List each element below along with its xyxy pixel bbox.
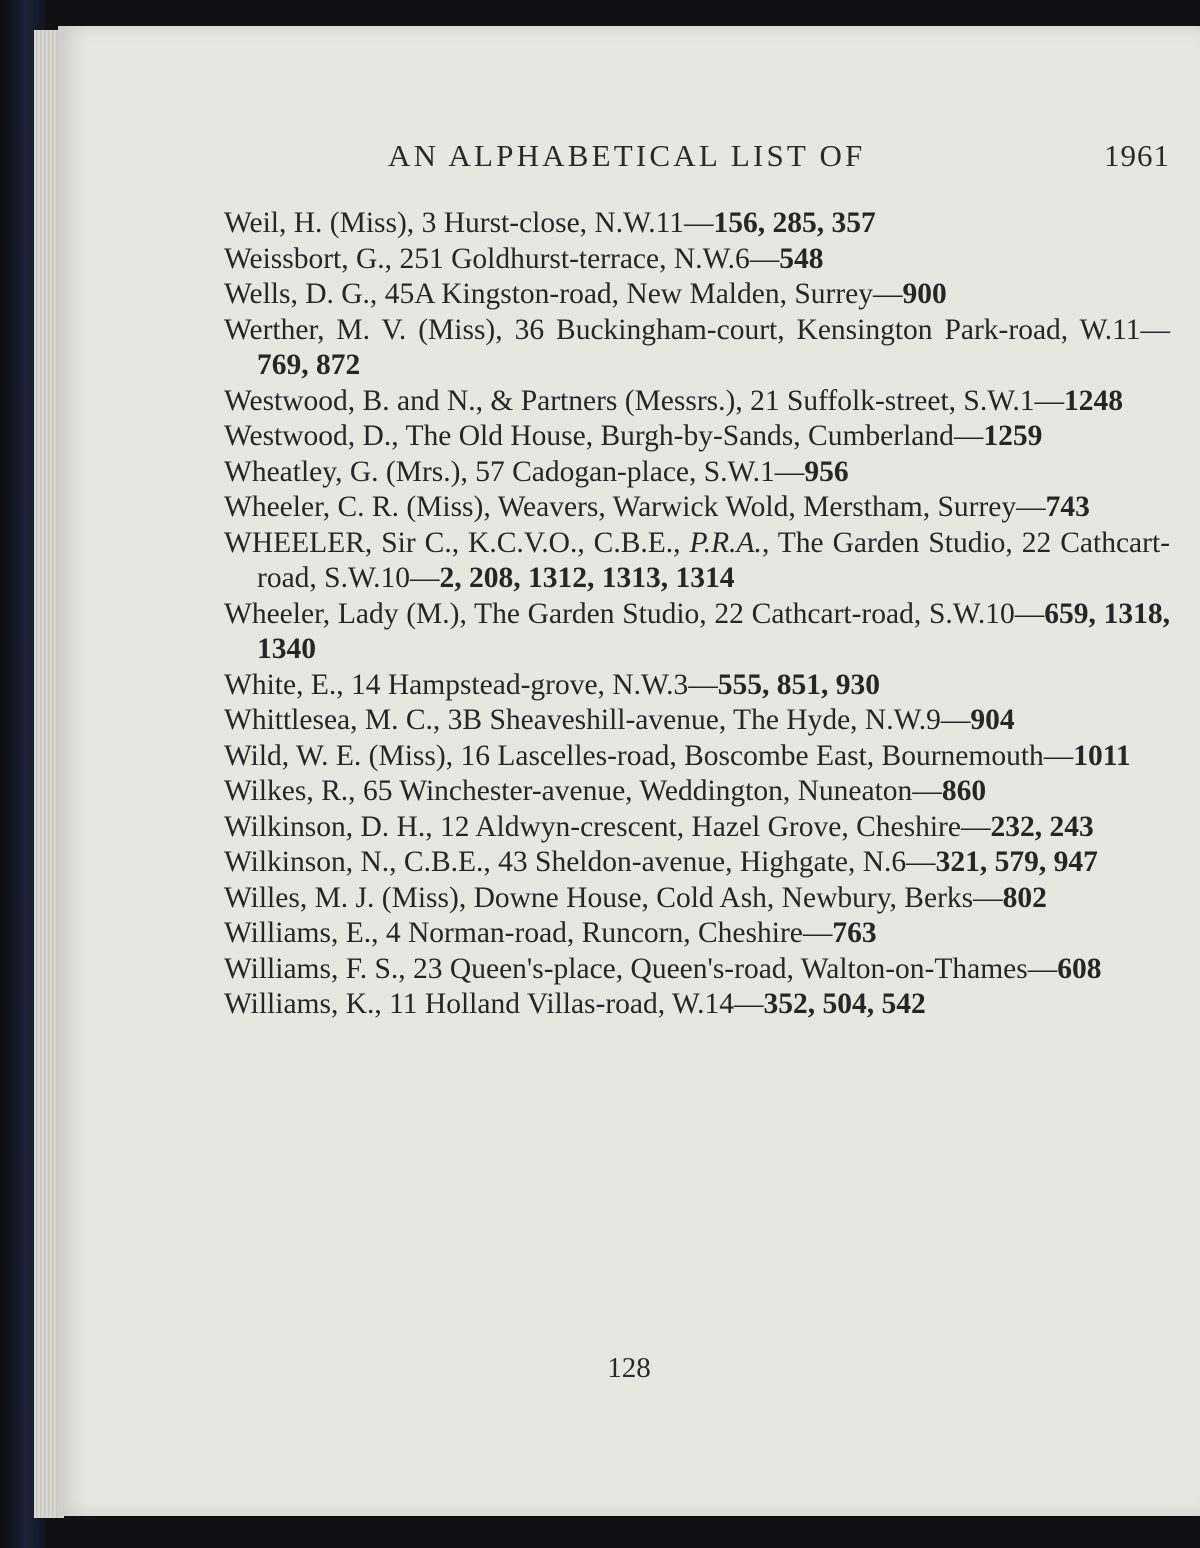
entry-numbers: 156, 285, 357	[713, 207, 876, 239]
running-header	[388, 138, 1170, 188]
entry-name: WHEELER, Sir C., K.C.V.O., C.B.E.,	[224, 526, 681, 559]
entry-address: 3B Sheaveshill-avenue, The Hyde, N.W.9—	[440, 704, 971, 736]
entry-numbers: 1248	[1063, 384, 1123, 417]
list-entry	[224, 277, 1170, 313]
entry-numbers: 1259	[983, 420, 1043, 452]
list-entry	[224, 242, 1170, 278]
entry-name: Whittlesea, M. C.,	[224, 704, 441, 736]
list-entry	[224, 952, 1170, 988]
entry-name: Wheatley, G. (Mrs.),	[224, 455, 468, 488]
list-entry	[224, 597, 1170, 668]
page-number: 128	[607, 1352, 651, 1384]
entry-numbers: 802	[1002, 881, 1047, 914]
list-entry	[224, 384, 1170, 420]
list-entry	[224, 774, 1170, 810]
book-page	[58, 26, 1200, 1516]
entry-numbers: 1011	[1073, 739, 1131, 772]
entry-address: 12 Aldwyn-crescent, Hazel Grove, Cheshire—	[432, 810, 991, 843]
entry-numbers: 2, 208, 1312, 1313, 1314	[439, 562, 735, 594]
entry-name: Wheeler, Lady (M.),	[224, 597, 467, 630]
entry-address: 14 Hampstead-grove, N.W.3—	[343, 668, 718, 701]
list-entry	[224, 987, 1170, 1023]
entry-numbers: 860	[941, 775, 987, 807]
entry-numbers: 900	[902, 278, 947, 310]
list-entry	[224, 845, 1170, 881]
entry-address: 11 Holland Villas-road, W.14—	[381, 988, 764, 1020]
entry-address: 45A Kingston-road, New Malden, Surrey—	[377, 278, 903, 310]
entry-name: Wilkinson, N., C.B.E.,	[224, 846, 491, 878]
entry-address: Weavers, Warwick Wold, Merstham, Surrey—	[490, 491, 1046, 523]
entry-address: 23 Queen's-place, Queen's-road, Walton-on-Thames—	[405, 952, 1058, 985]
list-entry	[224, 881, 1170, 917]
entry-address: 16 Lascelles-road, Boscombe East, Bournemouth—	[453, 739, 1074, 772]
entry-name: Werther, M. V. (Miss),	[224, 313, 503, 346]
entry-numbers: 232, 243	[990, 810, 1094, 843]
entry-numbers: 608	[1057, 952, 1102, 985]
entry-address: , The Garden Studio, 22 Cathcart-road, S.W.10—	[257, 526, 1170, 594]
entry-numbers: 555, 851, 930	[717, 668, 880, 701]
list-entry	[224, 455, 1170, 491]
entry-address: 3 Hurst-close, N.W.11—	[414, 207, 714, 239]
entry-italic-title: P.R.A.	[689, 526, 762, 559]
entry-name: Weissbort, G.,	[224, 242, 393, 275]
entry-name: Wilkes, R.,	[224, 775, 356, 807]
entry-address: The Old House, Burgh-by-Sands, Cumberland—	[398, 420, 984, 452]
entry-name: Wild, W. E. (Miss),	[224, 739, 454, 772]
header-title: AN ALPHABETICAL LIST OF	[388, 138, 866, 173]
list-entry	[224, 419, 1170, 455]
entry-address: The Garden Studio, 22 Cathcart-road, S.W.10—	[466, 597, 1045, 630]
entry-name: Williams, K.,	[224, 988, 382, 1020]
entry-name: Wilkinson, D. H.,	[224, 810, 433, 843]
entry-numbers: 548	[779, 242, 824, 275]
entry-name: Westwood, D.,	[224, 420, 399, 452]
header-year: 1961	[1104, 138, 1170, 173]
list-entry	[224, 526, 1170, 597]
entry-address: 4 Norman-road, Runcorn, Cheshire—	[378, 917, 833, 949]
entry-numbers: 904	[970, 704, 1015, 736]
entry-name: Wheeler, C. R. (Miss),	[224, 491, 491, 523]
entry-name: Weil, H. (Miss),	[224, 207, 415, 239]
list-entry	[224, 668, 1170, 704]
entry-name: Williams, E.,	[224, 917, 379, 949]
entry-numbers: 763	[832, 917, 877, 949]
list-entry	[224, 313, 1170, 384]
entry-name: Willes, M. J. (Miss),	[224, 881, 467, 914]
entry-numbers: 321, 579, 947	[935, 846, 1098, 878]
entry-address: Downe House, Cold Ash, Newbury, Berks—	[466, 881, 1003, 914]
entry-list	[224, 206, 1170, 1023]
entry-name: Williams, F. S.,	[224, 952, 406, 985]
entry-address: 65 Winchester-avenue, Weddington, Nuneaton—	[355, 775, 942, 807]
list-entry	[224, 916, 1170, 952]
list-entry	[224, 739, 1170, 775]
list-entry	[224, 206, 1170, 242]
entry-numbers: 743	[1045, 491, 1090, 523]
entry-address: 251 Goldhurst-terrace, N.W.6—	[392, 242, 780, 275]
list-entry	[224, 490, 1170, 526]
list-entry	[224, 703, 1170, 739]
entry-address: 21 Suffolk-street, S.W.1—	[742, 384, 1064, 417]
entry-numbers: 769, 872	[257, 349, 361, 381]
entry-name: Wells, D. G.,	[224, 278, 378, 310]
list-entry	[224, 810, 1170, 846]
entry-address: 43 Sheldon-avenue, Highgate, N.6—	[490, 846, 936, 878]
entry-numbers: 352, 504, 542	[763, 988, 926, 1020]
entry-numbers: 956	[804, 455, 849, 488]
entry-numbers: 659, 1318, 1340	[257, 597, 1170, 665]
entry-name: White, E.,	[224, 668, 344, 701]
entry-address: 57 Cadogan-place, S.W.1—	[467, 455, 805, 488]
entry-name: Westwood, B. and N., & Partners (Messrs.),	[224, 384, 743, 417]
entry-address: 36 Buckingham-court, Kensington Park-road, W.11—	[502, 313, 1170, 346]
